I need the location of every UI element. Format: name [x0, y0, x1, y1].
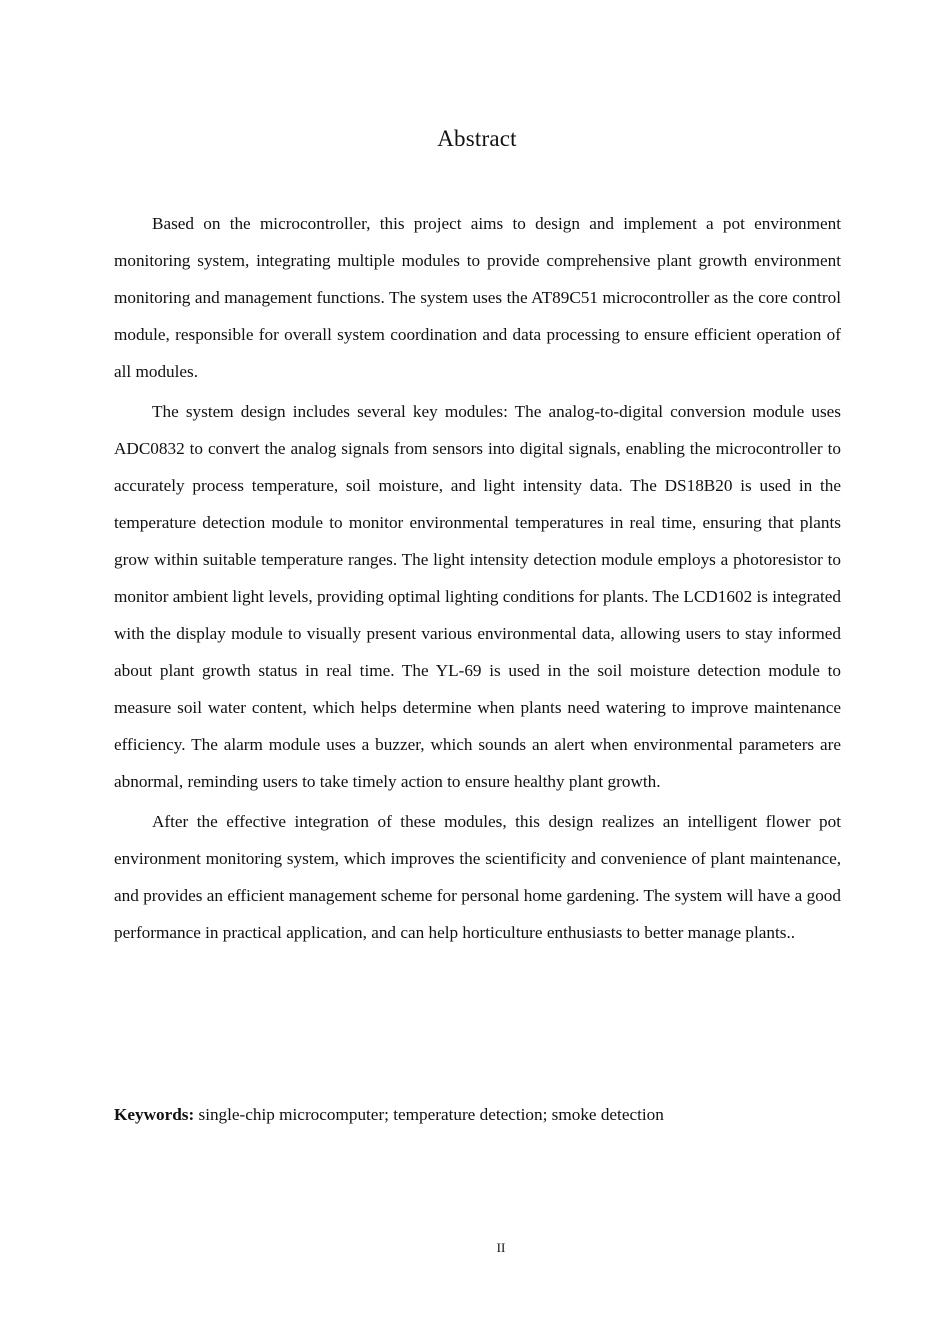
abstract-paragraph-2: The system design includes several key modules: The analog-to-digital conversion module uses ADC0832 to convert the analog signals from sensors into digital signals, enabling the microcontroller to accurately process temperature, soil moisture, and light intensity data. The DS18B20 is used in the temperature detection module to monitor environmental temperatures in real time, ensuring that plants grow within suitable temperature ranges. The light intensity detection module employs a photoresistor to monitor ambient light levels, providing optimal lighting conditions for plants. The LCD1602 is integrated with the display module to visually present various environmental data, allowing users to stay informed about plant growth status in real time. The YL-69 is used in the soil moisture detection module to measure soil water content, which helps determine when plants need watering to improve maintenance efficiency. The alarm module uses a buzzer, which sounds an alert when environmental parameters are abnormal, reminding users to take timely action to ensure healthy plant growth.: [114, 402, 841, 791]
abstract-paragraph-1: Based on the microcontroller, this project aims to design and implement a pot environment monitoring system, integrating multiple modules to provide comprehensive plant growth environment monitoring and management functions. The system uses the AT89C51 microcontroller as the core control module, responsible for overall system coordination and data processing to ensure efficient operation of all modules.: [114, 214, 841, 381]
page-title: Abstract: [437, 126, 517, 151]
abstract-paragraph-3: After the effective integration of these modules, this design realizes an intelligent flower pot environment monitoring system, which improves the scientificity and convenience of plant maintenance, and provides an efficient management scheme for personal home gardening. The system will have a good performance in practical application, and can help horticulture enthusiasts to better manage plants..: [114, 812, 841, 942]
page-number: II: [496, 1240, 506, 1255]
keywords-text: single-chip microcomputer; temperature detection; smoke detection: [194, 1105, 664, 1124]
keywords-label: Keywords:: [114, 1105, 195, 1124]
abstract-body: [114, 205, 841, 954]
keywords-line: [114, 1101, 841, 1129]
